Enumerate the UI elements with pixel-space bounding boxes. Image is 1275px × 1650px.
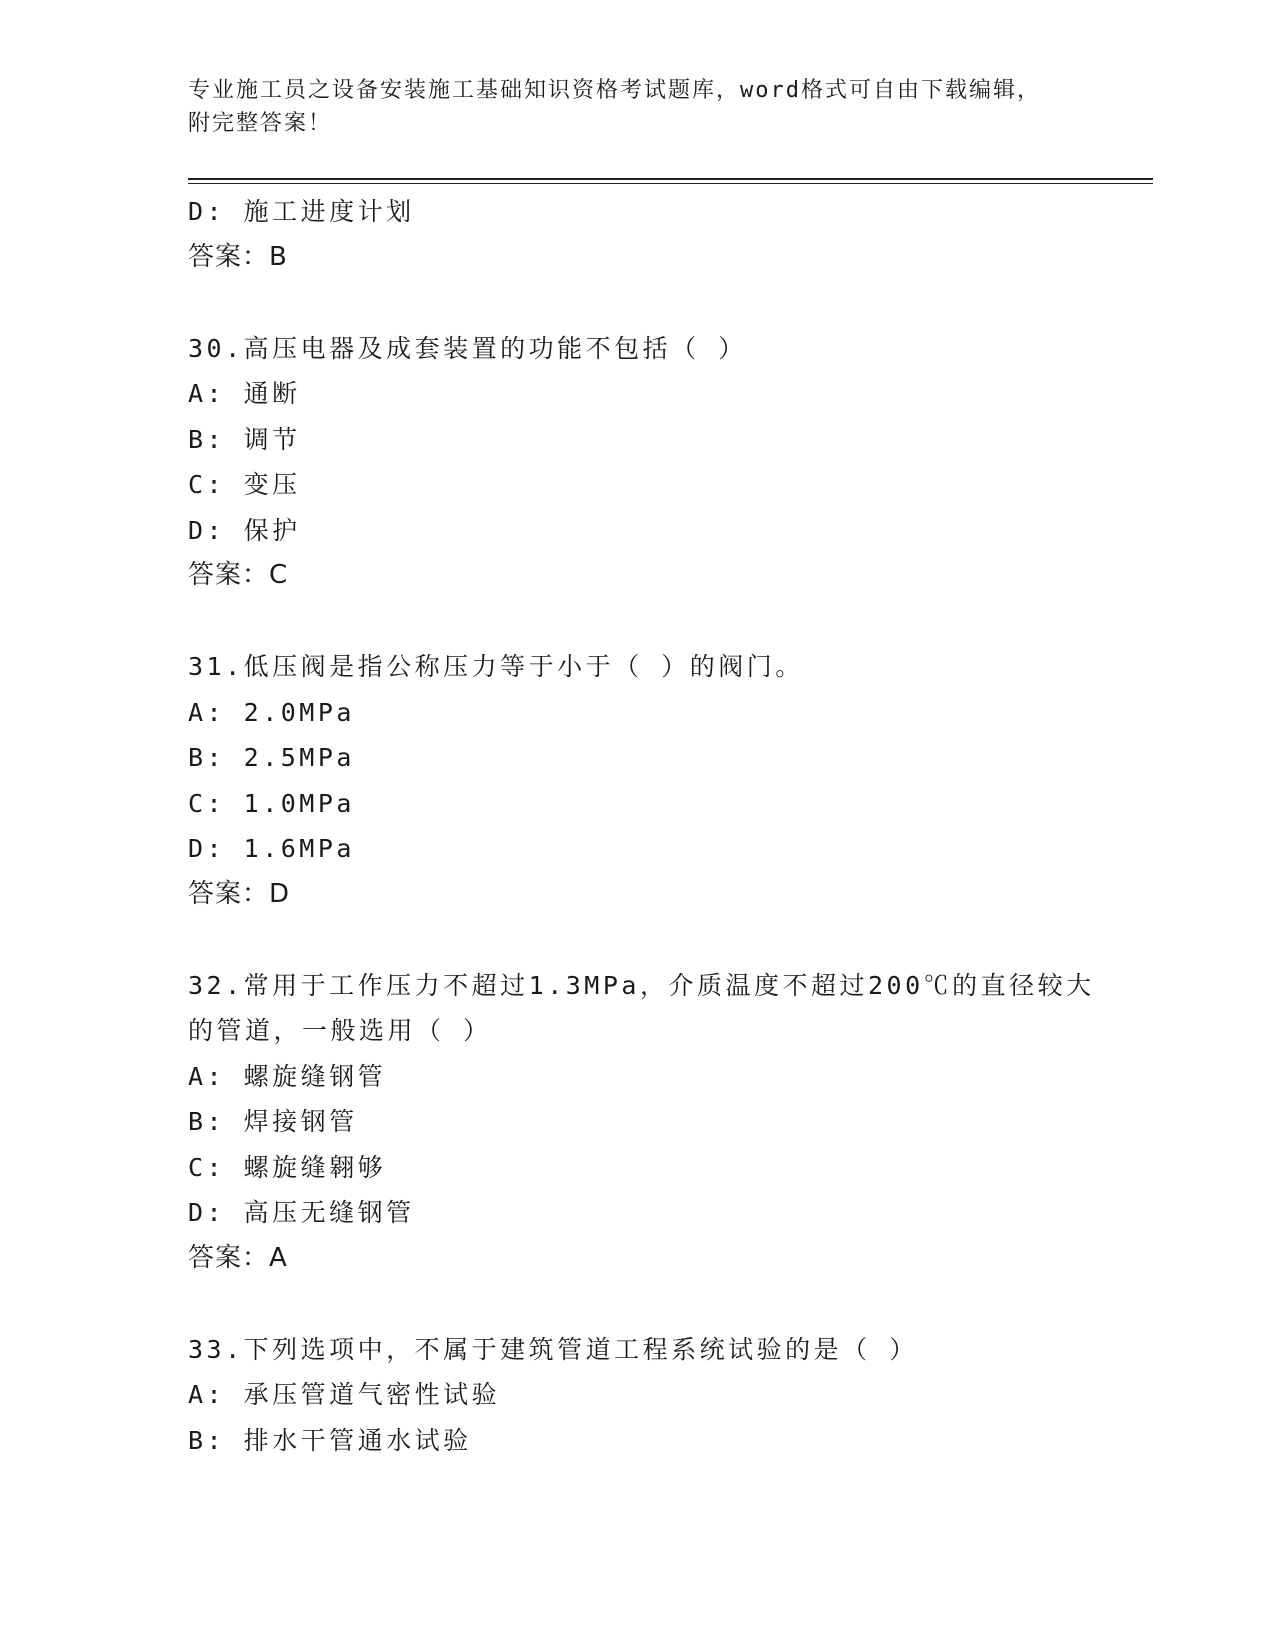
question-32 (188, 963, 1108, 1282)
page-header (188, 74, 1088, 140)
option-a: A: 2.0MPa (188, 697, 355, 727)
question-stem: 31.低压阀是指公称压力等于小于（ ）的阀门。 (188, 652, 804, 681)
option-b: B: 2.5MPa (188, 743, 355, 772)
option-d: D: 施工进度计划 (188, 197, 415, 226)
header-divider-thick (188, 178, 1153, 180)
spacer (188, 599, 1108, 645)
option-d: D: 保护 (188, 515, 301, 545)
option-a: A: 承压管道气密性试验 (188, 1380, 501, 1409)
answer-line: 答案：B (188, 241, 288, 272)
question-stem: 30.高压电器及成套装置的功能不包括（ ） (188, 333, 747, 363)
question-30 (188, 326, 1108, 599)
header-title-line-2: 附完整答案！ (188, 111, 333, 136)
answer-line: 答案：D (188, 878, 291, 909)
option-c: C: 变压 (188, 470, 301, 499)
answer-line: 答案：C (188, 560, 289, 590)
option-d: D: 高压无缝钢管 (188, 1198, 415, 1227)
answer-line: 答案：A (188, 1242, 288, 1273)
option-b: B: 排水干管通水试验 (188, 1425, 472, 1455)
question-list (188, 189, 1108, 1463)
header-divider-thin (188, 183, 1153, 184)
option-a: A: 通断 (188, 379, 301, 408)
spacer (188, 1281, 1108, 1327)
spacer (188, 917, 1108, 963)
question-stem-line-2: 的管道，一般选用（ ） (188, 1016, 492, 1045)
option-d: D: 1.6MPa (188, 834, 355, 863)
option-b: B: 调节 (188, 424, 301, 454)
header-title-line-1: 专业施工员之设备安装施工基础知识资格考试题库，word格式可自由下载编辑， (188, 78, 1041, 103)
question-33 (188, 1327, 1108, 1464)
option-a: A: 螺旋缝钢管 (188, 1061, 387, 1091)
question-stem: 33.下列选项中，不属于建筑管道工程系统试验的是（ ） (188, 1334, 918, 1364)
option-b: B: 焊接钢管 (188, 1107, 358, 1136)
question-stem-line-1: 32.常用于工作压力不超过1.3MPa，介质温度不超过200℃的直径较大 (188, 970, 1095, 1000)
question-31 (188, 644, 1108, 917)
spacer (188, 280, 1108, 326)
option-c: C: 螺旋缝翱够 (188, 1152, 387, 1182)
option-c: C: 1.0MPa (188, 788, 355, 818)
